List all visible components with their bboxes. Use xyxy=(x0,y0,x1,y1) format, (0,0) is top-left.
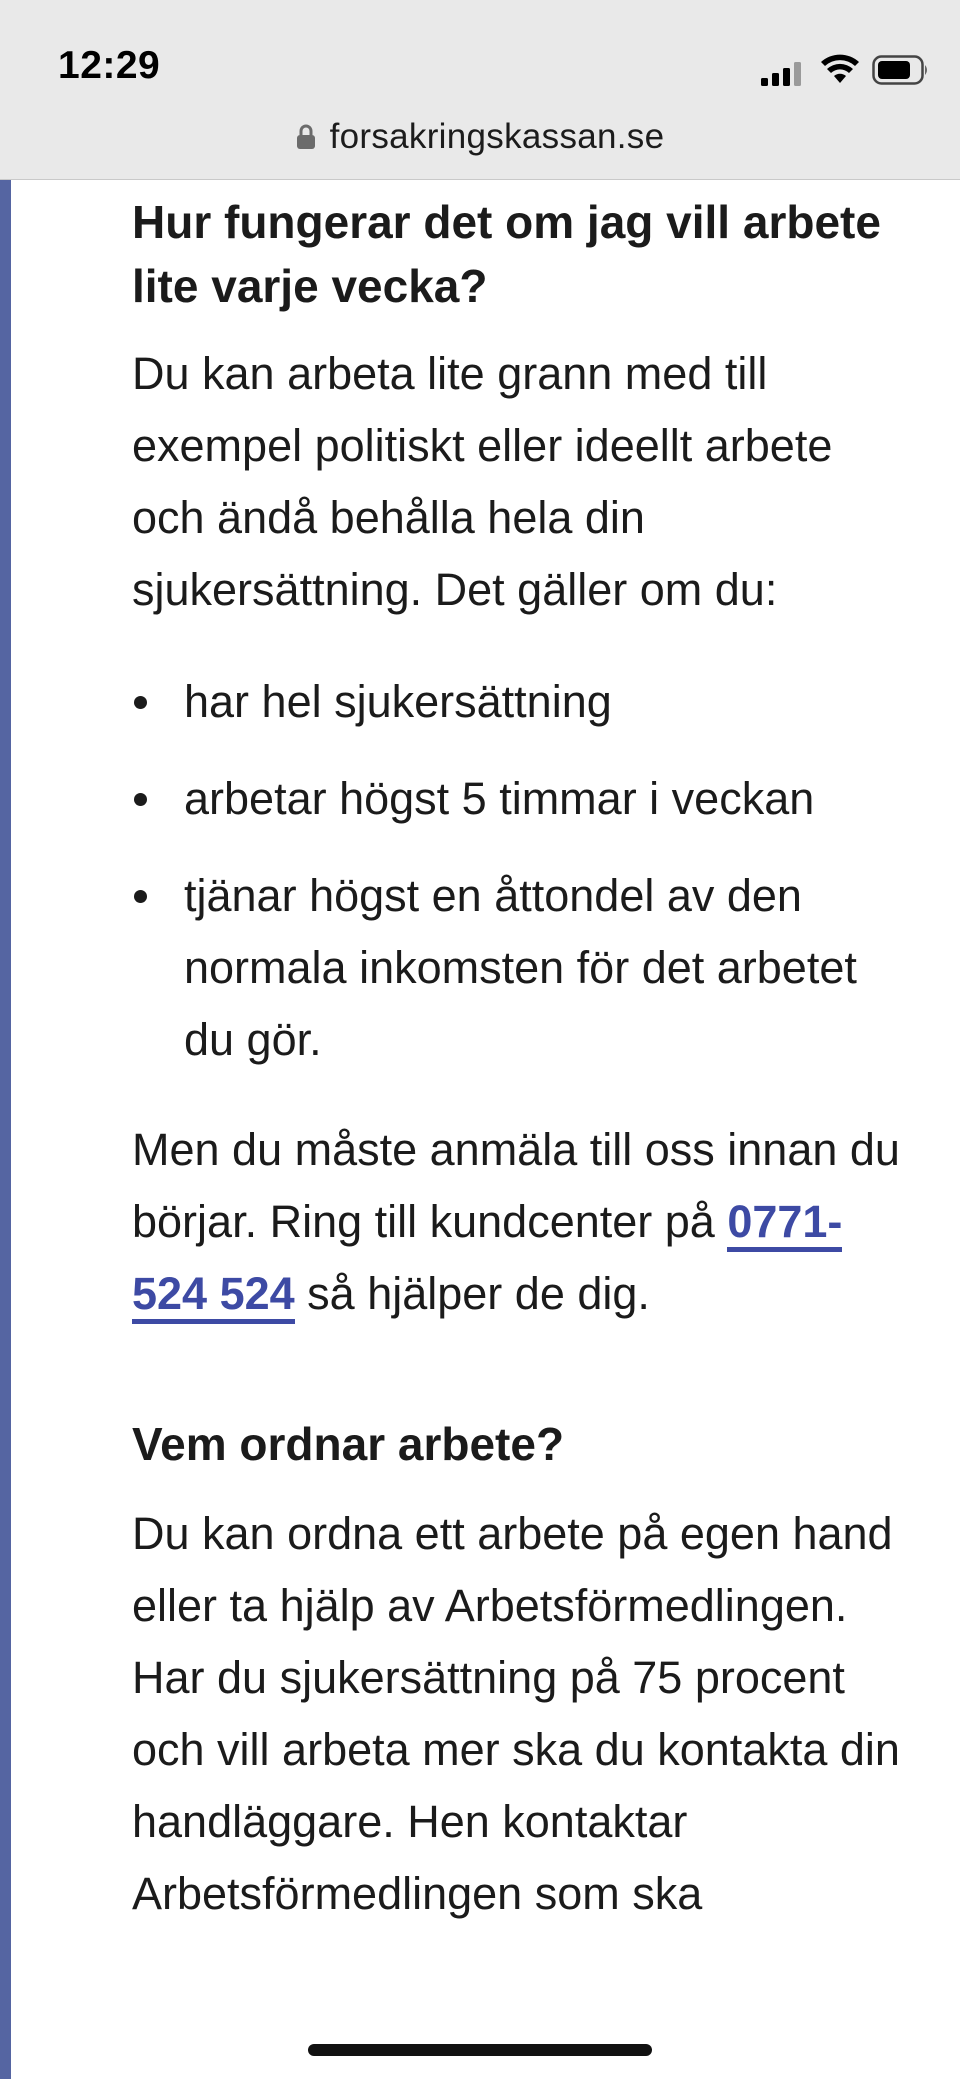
paragraph-contact xyxy=(132,1114,912,1330)
heading-work-weekly: Hur fungerar det om jag vill arbete lite varje vecka? xyxy=(132,196,881,312)
address-bar[interactable] xyxy=(0,112,960,162)
url-text: forsakringskassan.se xyxy=(329,117,665,156)
list-item xyxy=(132,860,912,1076)
bullet-icon xyxy=(134,696,147,709)
list-item xyxy=(132,666,912,738)
list-item-text: tjänar högst en åttondel av den normala inkomsten för det arbetet du gör. xyxy=(184,870,857,1065)
wifi-icon xyxy=(820,53,860,85)
bullet-icon xyxy=(134,793,147,806)
list-item xyxy=(132,763,912,835)
paragraph-arrange-work: Du kan ordna ett arbete på egen hand eller ta hjälp av Arbetsförmedlingen. Har du sjukersättning på 75 procent och vill arbeta mer ska du kontakta din handläggare. Hen kontaktar Arbetsförmedlingen som ska xyxy=(132,1508,900,1919)
list-item-text: har hel sjukersättning xyxy=(184,676,612,727)
heading-who-arranges-work: Vem ordnar arbete? xyxy=(132,1418,565,1470)
list-item-text: arbetar högst 5 timmar i veckan xyxy=(184,773,815,824)
status-time: 12:29 xyxy=(58,44,161,87)
battery-icon xyxy=(872,55,930,85)
conditions-list xyxy=(132,666,912,1076)
cellular-signal-icon xyxy=(761,62,805,86)
lock-icon xyxy=(296,124,316,150)
phone-number-link[interactable]: 0771-524 524 xyxy=(132,1196,842,1324)
browser-chrome xyxy=(0,0,960,180)
left-accent-bar xyxy=(0,180,11,2079)
article-content xyxy=(132,190,912,1930)
paragraph-contact-after: så hjälper de dig. xyxy=(294,1268,650,1319)
bullet-icon xyxy=(134,890,147,903)
home-indicator[interactable] xyxy=(308,2044,652,2056)
paragraph-intro: Du kan arbeta lite grann med till exempel politiskt eller ideellt arbete och ändå behålla hela din sjukersättning. Det gäller om du: xyxy=(132,348,833,615)
paragraph-contact-before: Men du måste anmäla till oss innan du börjar. Ring till kundcenter på xyxy=(132,1124,900,1247)
